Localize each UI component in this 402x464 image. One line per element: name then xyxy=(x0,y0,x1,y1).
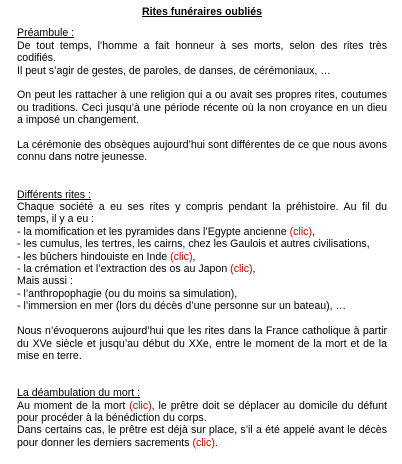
rites-paragraph-scope: Nous n’évoquerons aujourd’hui que les rites dans la France catholique à partir du XVe siècle et jusqu’au début du XXe, entre le moment de la mort et de la mise en terre. xyxy=(17,325,387,362)
clic-link[interactable]: (clic) xyxy=(289,225,312,238)
preambule-paragraph-1: De tout temps, l’homme a fait honneur à ses morts, selon des rites très codifiés. xyxy=(17,39,387,65)
list-item: - les bûchers hindouiste en Inde (clic), xyxy=(17,250,196,263)
preambule-paragraph-1b: Il peut s’agir de gestes, de paroles, de danses, de cérémoniaux, … xyxy=(17,64,331,77)
list-item: - l’anthropophagie (ou du moins sa simulation), xyxy=(17,287,238,300)
list-item: - la momification et les pyramides dans l’Egypte ancienne (clic), xyxy=(17,225,315,238)
deambulation-paragraph-2: Dans certains cas, le prêtre est déjà sur place, s’il a été appelé avant le décès pour donner les derniers sacrements (clic). xyxy=(17,424,387,449)
preambule-paragraph-2: On peut les rattacher à une religion qui a ou avait ses propres rites, coutumes ou traditions. Ceci jusqu’à une période récente où la non croyance en un dieu a imposé un changement. xyxy=(17,89,387,127)
clic-link[interactable]: (clic) xyxy=(230,263,253,276)
deambulation-paragraph-1: Au moment de la mort (clic), le prêtre doit se déplacer au domicile du défunt pour procéder à la bénédiction du corps. xyxy=(17,399,387,424)
clic-link[interactable]: (clic) xyxy=(129,399,152,412)
heading-preambule: Préambule : xyxy=(17,27,75,40)
list-item: - l’immersion en mer (lors du décès d’une personne sur un bateau), … xyxy=(17,300,347,313)
heading-differents-rites: Différents rites : xyxy=(17,188,91,201)
list-item: - la crémation et l’extraction des os au Japon (clic), xyxy=(17,263,256,276)
clic-link[interactable]: (clic) xyxy=(170,250,193,263)
list-item: - les cumulus, les tertres, les cairns, chez les Gaulois et autres civilisations, xyxy=(17,238,370,251)
document-page xyxy=(17,4,387,449)
clic-link[interactable]: (clic) xyxy=(192,436,215,449)
rites-intro: Chaque société a eu ses rites y compris pendant la préhistoire. Au fil du temps, il y a eu : xyxy=(17,201,387,226)
heading-deambulation: La déambulation du mort : xyxy=(17,387,141,400)
document-title: Rites funéraires oubliés xyxy=(141,6,263,18)
preambule-paragraph-3: La cérémonie des obsèques aujourd’hui sont différentes de ce que nous avons connu dans notre jeunesse. xyxy=(17,139,387,164)
mais-aussi-label: Mais aussi : xyxy=(17,275,73,288)
